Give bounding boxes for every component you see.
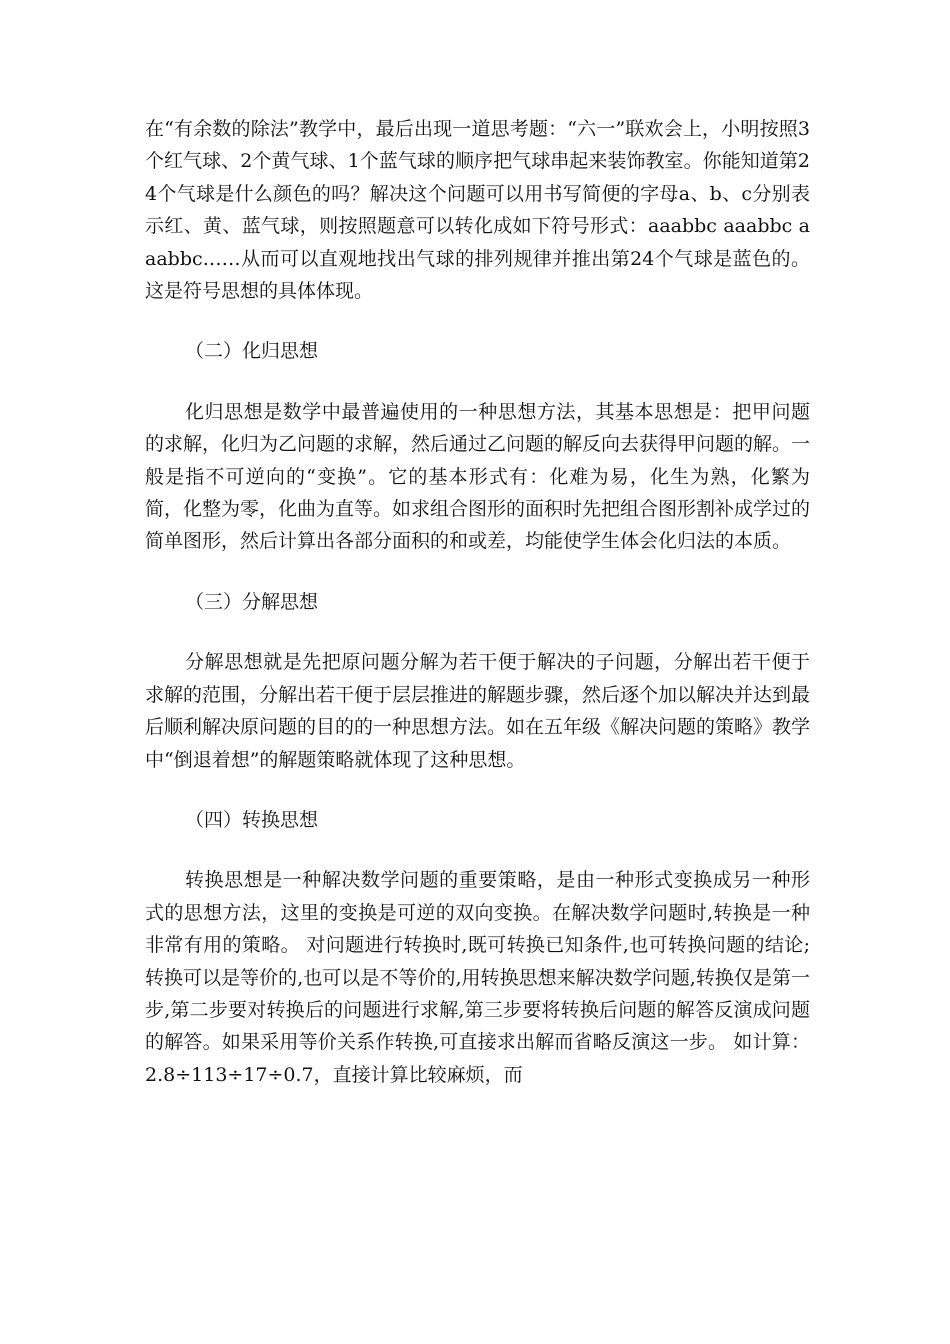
heading-transformation-thinking: （四）转换思想 [185, 808, 319, 831]
heading-reduction-thinking: （二）化归思想 [185, 340, 319, 363]
paragraph-decomposition-thinking: 分解思想就是先把原问题分解为若干便于解决的子问题，分解出若干便于求解的范围，分解出若干便于层层推进的解题步骤，然后逐个加以解决并达到最后顺利解决原问题的目的的一种思想方法。如在五年级《解决问题的策略》教学中“倒退着想”的解题策略就体现了这种思想。 [145, 651, 811, 771]
paragraph-transformation-thinking: 转换思想是一种解决数学问题的重要策略，是由一种形式变换成另一种形式的思想方法，这里的变换是可逆的双向变换。在解决数学问题时,转换是一种非常有用的策略。 对问题进行转换时,既可转换已知条件,也可转换问题的结论;转换可以是等价的,也可以是不等价的,用转换思想来解决数学问题,转换仅是第一步,第二步要对转换后的问题进行求解,第三步要将转换后问题的解答反演成问题的解答。如果采用等价关系作转换,可直接求出解而省略反演这一步。 如计算：2.8÷113÷17÷0.7，直接计算比较麻烦，而 [145, 869, 810, 1086]
document-page [145, 113, 810, 1091]
paragraph-symbol-thinking: 在“有余数的除法”教学中，最后出现一道思考题：“六一”联欢会上，小明按照3个红气球、2个黄气球、1个蓝气球的顺序把气球串起来装饰教室。你能知道第24个气球是什么颜色的吗？解决这个问题可以用书写简便的字母a、b、c分别表示红、黄、蓝气球，则按照题意可以转化成如下符号形式：aaabbc aaabbc aaabbc……从而可以直观地找出气球的排列规律并推出第24个气球是蓝色的。这是符号思想的具体体现。 [145, 118, 810, 303]
paragraph-reduction-thinking: 化归思想是数学中最普遍使用的一种思想方法，其基本思想是：把甲问题的求解，化归为乙问题的求解，然后通过乙问题的解反向去获得甲问题的解。一般是指不可逆向的“变换”。它的基本形式有：化难为易，化生为熟，化繁为简，化整为零，化曲为直等。如求组合图形的面积时先把组合图形割补成学过的简单图形，然后计算出各部分面积的和或差，均能使学生体会化归法的本质。 [145, 400, 811, 553]
heading-decomposition-thinking: （三）分解思想 [185, 590, 319, 613]
